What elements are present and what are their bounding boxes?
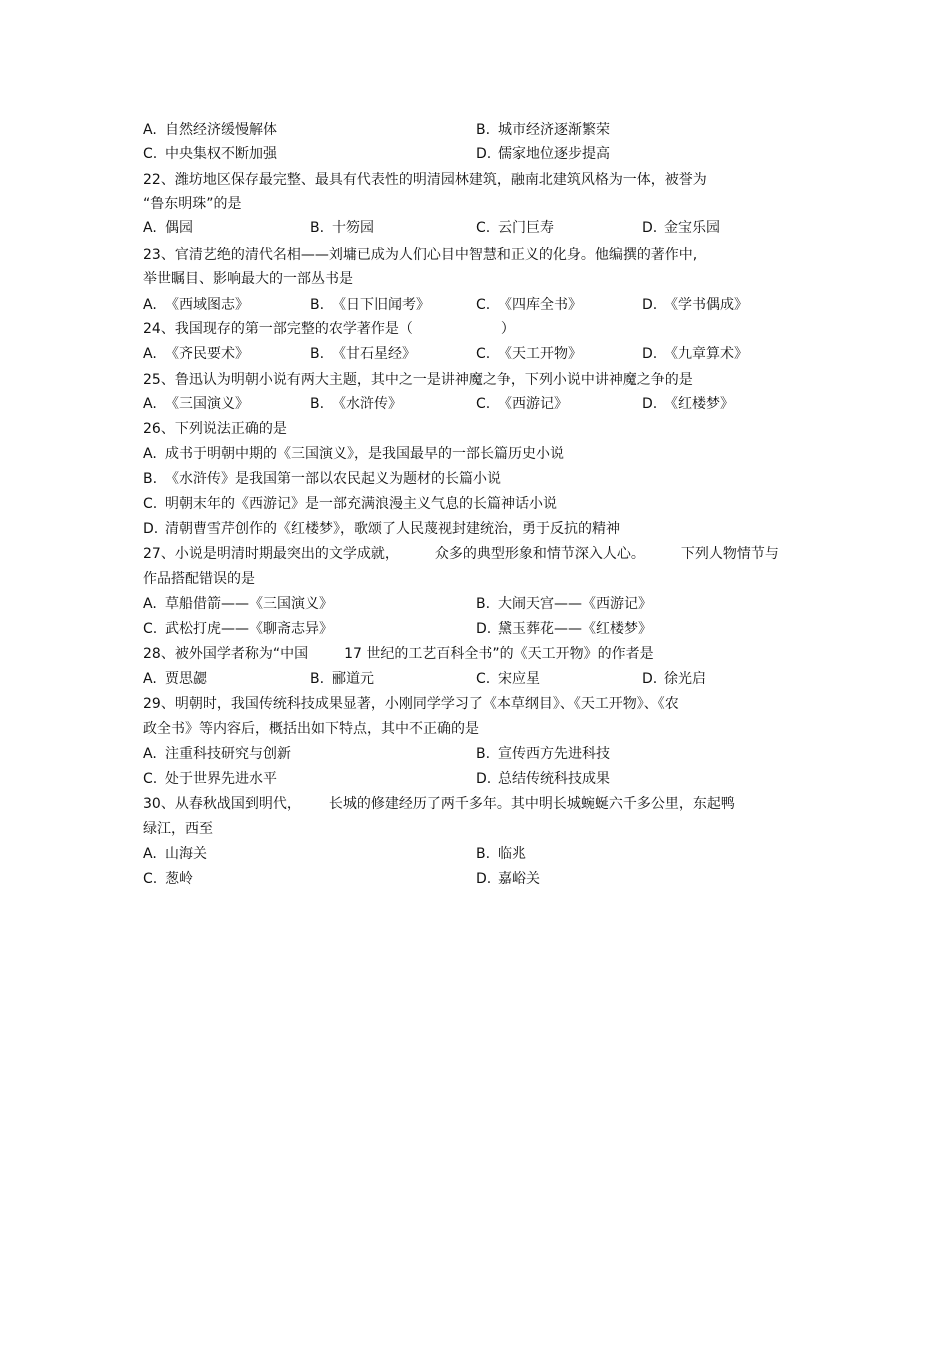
q21-options-row-1 [143,120,843,140]
q29-option-d: D. 总结传统科技成果 [476,771,610,787]
q25-options-row [143,394,843,414]
q30-option-d: D. 嘉峪关 [476,871,540,887]
q29-option-b: B. 宣传西方先进科技 [476,746,610,762]
q23-options-row [143,295,843,315]
q26-stem: 26、下列说法正确的是 [143,421,287,437]
q21-option-d: D. 儒家地位逐步提高 [476,146,610,162]
q25-option-b: B. 《水浒传》 [310,396,402,412]
q28-option-a: A. 贾思勰 [143,671,207,687]
q22-option-b: B. 十笏园 [310,220,374,236]
q29-options-row-2 [143,769,843,789]
q23-option-c: C. 《四库全书》 [476,297,582,313]
q25-option-c: C. 《西游记》 [476,396,568,412]
q30-option-c: C. 葱岭 [143,871,193,887]
q29-option-a: A. 注重科技研究与创新 [143,746,291,762]
q27-option-d: D. 黛玉葬花——《红楼梦》 [476,621,652,637]
q22-option-d: D. 金宝乐园 [642,220,720,236]
q27-option-b: B. 大闹天宫——《西游记》 [476,596,652,612]
q28-options-row [143,669,843,689]
q30-options-row-1 [143,844,843,864]
q28-option-c: C. 宋应星 [476,671,540,687]
q24-option-b: B. 《甘石星经》 [310,346,416,362]
q27-options-row-1 [143,594,843,614]
q21-option-c: C. 中央集权不断加强 [143,146,277,162]
q29-options-row-1 [143,744,843,764]
q22-options-row [143,218,843,238]
q23-option-a: A. 《西域图志》 [143,297,249,313]
q23-stem-line-2: 举世瞩目、影响最大的一部丛书是 [143,271,353,287]
q29-stem-line-1: 29、明朝时，我国传统科技成果显著，小刚同学学习了《本草纲目》、《天工开物》、《农 [143,696,679,712]
q22-option-c: C. 云门巨寿 [476,220,554,236]
q22-stem-line-1: 22、潍坊地区保存最完整、最具有代表性的明清园林建筑，融南北建筑风格为一体，被誉为 [143,172,707,188]
q24-options-row [143,344,843,364]
q26-option-b: B. 《水浒传》是我国第一部以农民起义为题材的长篇小说 [143,471,501,487]
q29-option-c: C. 处于世界先进水平 [143,771,277,787]
q30-stem-line-2: 绿江，西至 [143,821,213,837]
q26-option-d: D. 清朝曹雪芹创作的《红楼梦》，歌颂了人民蔑视封建统治，勇于反抗的精神 [143,521,620,537]
q27-stem-line-2: 作品搭配错误的是 [143,571,255,587]
q25-stem: 25、鲁迅认为明朝小说有两大主题，其中之一是讲神魔之争，下列小说中讲神魔之争的是 [143,372,693,388]
q28-option-b: B. 郦道元 [310,671,374,687]
q21-option-a: A. 自然经济缓慢解体 [143,122,277,138]
q28-stem: 28、被外国学者称为“中国 17 世纪的工艺百科全书”的《天工开物》的作者是 [143,646,654,662]
q30-options-row-2 [143,869,843,889]
q23-option-b: B. 《日下旧闻考》 [310,297,430,313]
q30-option-b: B. 临兆 [476,846,526,862]
q27-option-c: C. 武松打虎——《聊斋志异》 [143,621,333,637]
q23-option-d: D. 《学书偶成》 [642,297,748,313]
q27-option-a: A. 草船借箭——《三国演义》 [143,596,333,612]
q27-options-row-2 [143,619,843,639]
q21-options-row-2 [143,144,843,164]
q27-stem-line-1: 27、小说是明清时期最突出的文学成就， 众多的典型形象和情节深入人心。 下列人物情节与 [143,546,779,562]
q30-stem-line-1: 30、从春秋战国到明代， 长城的修建经历了两千多年。其中明长城蜿蜒六千多公里，东起鸭 [143,796,735,812]
q30-option-a: A. 山海关 [143,846,207,862]
q25-option-a: A. 《三国演义》 [143,396,249,412]
q29-stem-line-2: 政全书》等内容后，概括出如下特点，其中不正确的是 [143,721,479,737]
q25-option-d: D. 《红楼梦》 [642,396,734,412]
q24-option-c: C. 《天工开物》 [476,346,582,362]
q22-stem-line-2: “鲁东明珠”的是 [143,196,242,212]
q28-option-d: D. 徐光启 [642,671,706,687]
q26-option-c: C. 明朝末年的《西游记》是一部充满浪漫主义气息的长篇神话小说 [143,496,557,512]
q23-stem-line-1: 23、官清艺绝的清代名相——刘墉已成为人们心目中智慧和正义的化身。他编撰的著作中, [143,247,698,263]
q24-stem: 24、我国现存的第一部完整的农学著作是（ ） [143,321,515,337]
q24-option-d: D. 《九章算术》 [642,346,748,362]
q21-option-b: B. 城市经济逐渐繁荣 [476,122,610,138]
q22-option-a: A. 偶园 [143,220,193,236]
q26-option-a: A. 成书于明朝中期的《三国演义》，是我国最早的一部长篇历史小说 [143,446,564,462]
q24-option-a: A. 《齐民要术》 [143,346,249,362]
